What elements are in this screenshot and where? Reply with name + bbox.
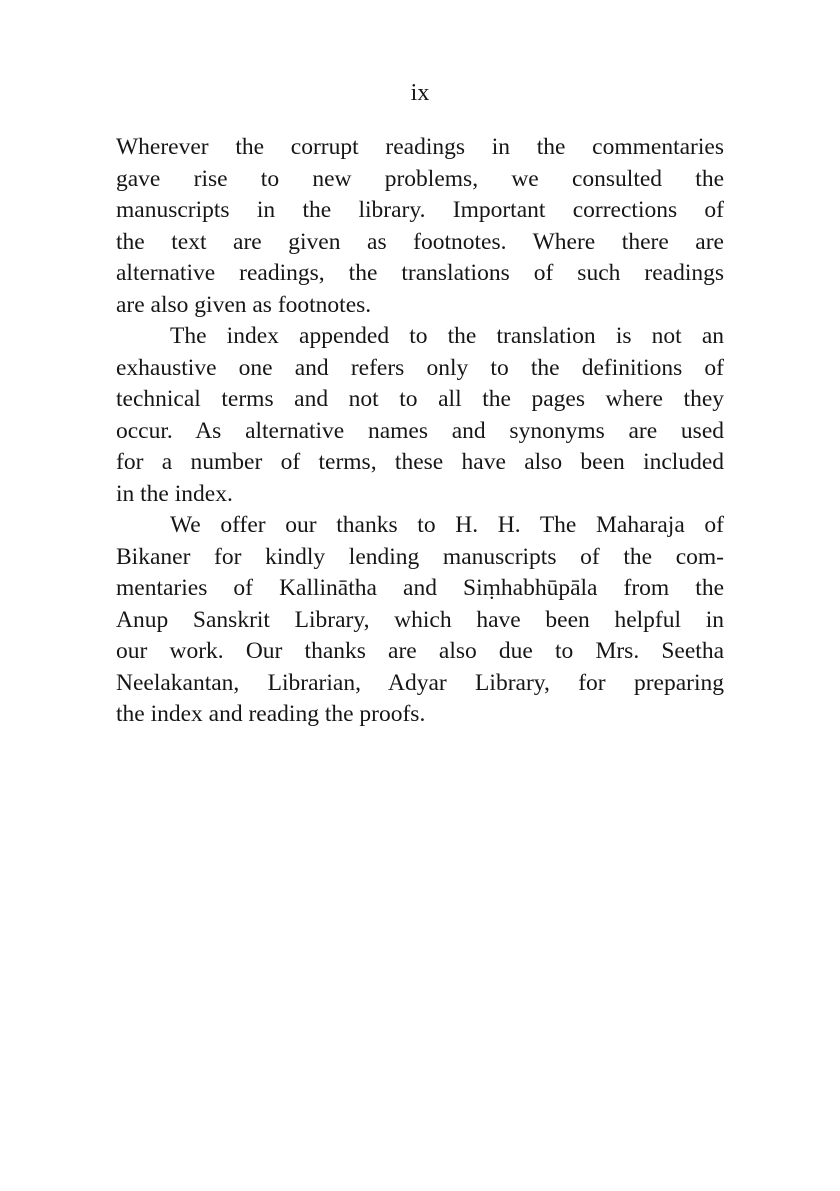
text-line: exhaustive one and refers only to the definitions of xyxy=(116,354,724,381)
text-line: our work. Our thanks are also due to Mrs. Seetha xyxy=(116,638,724,664)
text-line: Neelakantan, Librarian, Adyar Library, for preparing xyxy=(116,669,724,696)
text-line: gave rise to new problems, we consulted the xyxy=(116,165,724,192)
page-number: ix xyxy=(410,80,430,106)
body-text xyxy=(116,132,724,731)
text-line: mentaries of Kallinātha and Siṃhabhūpāla from the xyxy=(116,575,724,601)
text-line: the index and reading the proofs. xyxy=(116,701,426,727)
text-line: the text are given as footnotes. Where there are xyxy=(116,228,724,255)
text-line: Anup Sanskrit Library, which have been helpful in xyxy=(116,606,724,633)
paragraph xyxy=(116,321,724,510)
paragraph xyxy=(116,132,724,321)
text-line: are also given as footnotes. xyxy=(116,291,372,318)
text-line: in the index. xyxy=(116,480,233,507)
text-line: technical terms and not to all the pages where they xyxy=(116,386,724,412)
text-line: We offer our thanks to H. H. The Maharaja of xyxy=(170,512,724,538)
text-line: Bikaner for kindly lending manuscripts of the com- xyxy=(116,543,724,570)
text-line: manuscripts in the library. Important corrections of xyxy=(116,197,724,223)
paragraph xyxy=(116,510,724,731)
text-line: alternative readings, the translations of such readings xyxy=(116,260,724,286)
text-line: occur. As alternative names and synonyms are used xyxy=(116,417,724,444)
text-line: for a number of terms, these have also been included xyxy=(116,449,724,475)
text-line: The index appended to the translation is not an xyxy=(170,323,724,349)
text-line: Wherever the corrupt readings in the commentaries xyxy=(116,134,724,160)
